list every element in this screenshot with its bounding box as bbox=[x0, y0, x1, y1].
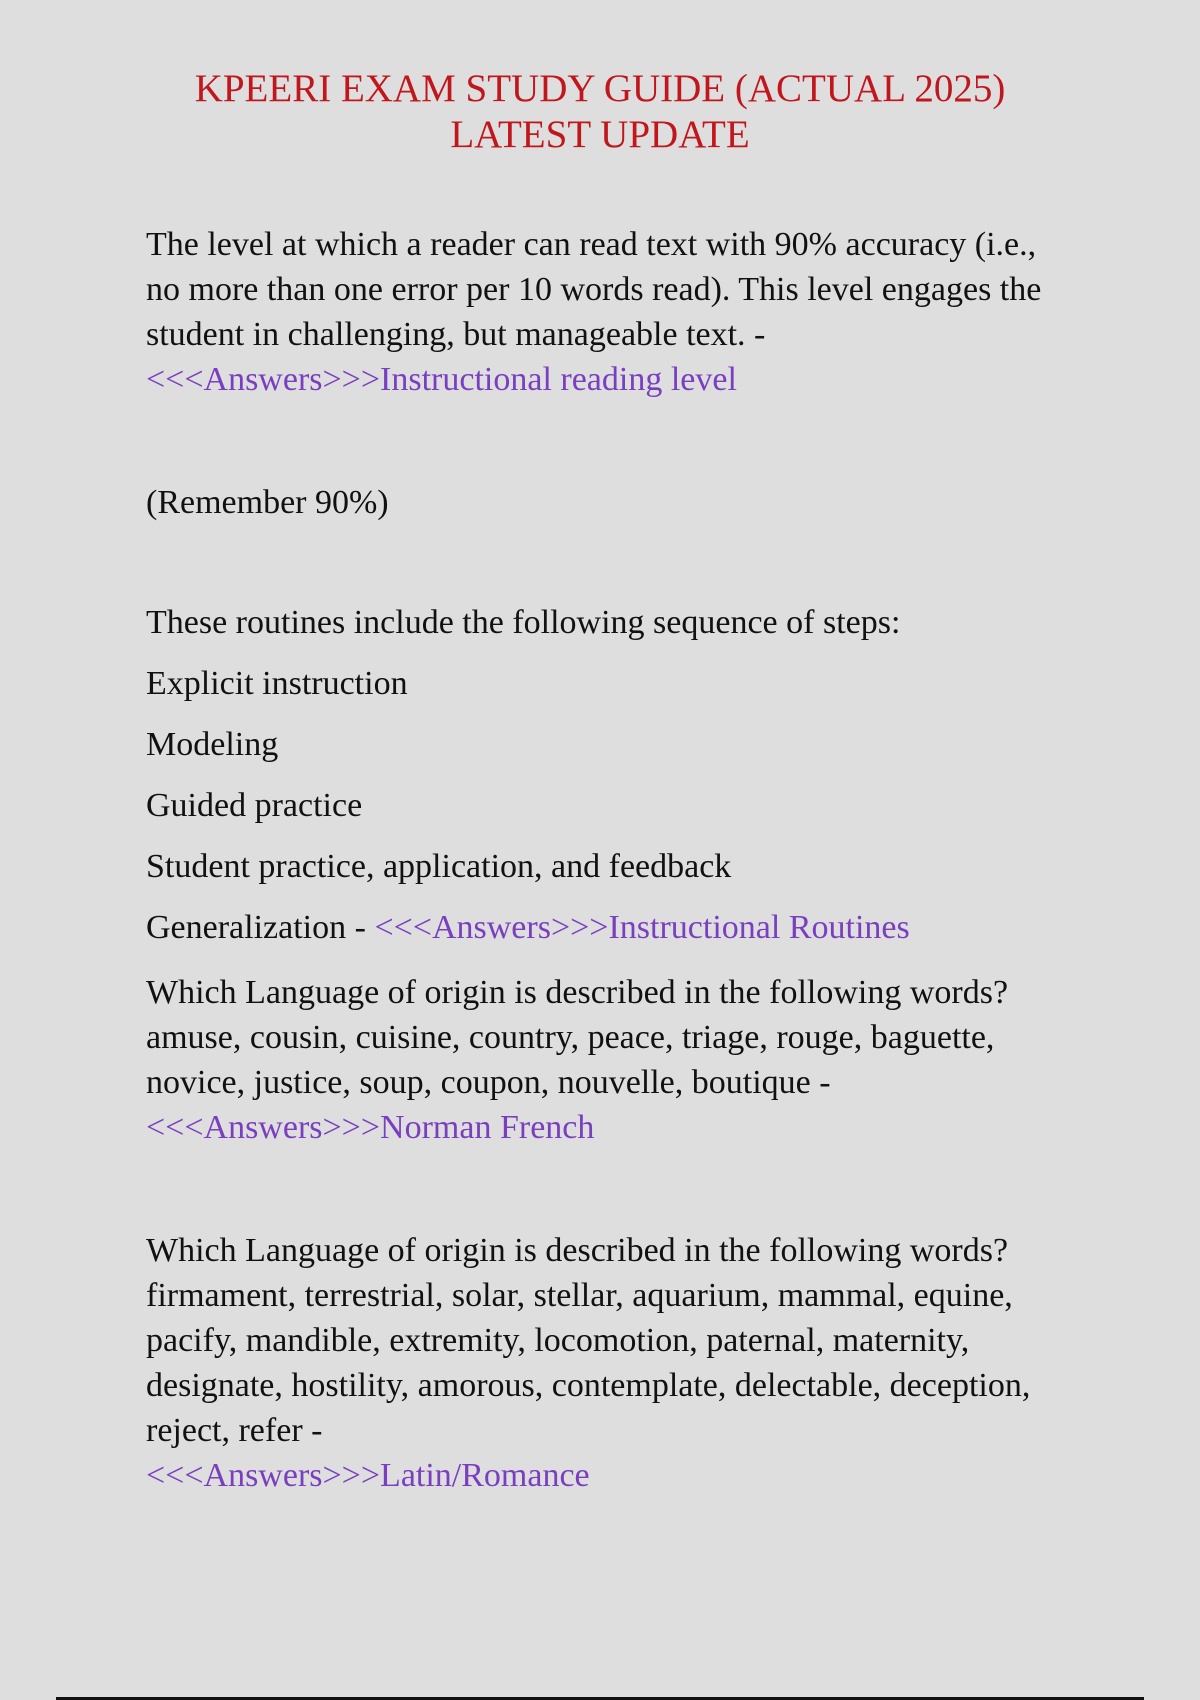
answer-prefix: <<<Answers>>> bbox=[146, 361, 381, 398]
question-block-1 bbox=[146, 222, 1066, 402]
question-text bbox=[146, 1228, 1066, 1498]
answer-prefix: <<<Answers>>> bbox=[146, 1109, 381, 1146]
answer-text: Norman French bbox=[380, 1109, 595, 1146]
remember-text: (Remember 90%) bbox=[146, 484, 389, 521]
remember-note bbox=[146, 480, 1066, 525]
step-item: Modeling bbox=[146, 726, 279, 763]
title-line-1: KPEERI EXAM STUDY GUIDE (ACTUAL 2025) bbox=[194, 67, 1006, 110]
question-prompt: Which Language of origin is described in the following words? firmament, terrestrial, solar, stellar, aquarium, mammal, equine, pacify, mandible, extremity, locomotion, paternal, maternity, designate, hostility, amorous, contemplate, delectable, deception, reject, refer - bbox=[146, 1232, 1031, 1449]
step-item: Student practice, application, and feedback bbox=[146, 848, 732, 885]
answer-text: Instructional Routines bbox=[608, 909, 910, 946]
step-item: Explicit instruction bbox=[146, 665, 408, 702]
question-text bbox=[146, 970, 1066, 1150]
last-step-text: Generalization - bbox=[146, 909, 366, 946]
question-block-2 bbox=[146, 600, 1066, 966]
answer-prefix: <<<Answers>>> bbox=[146, 1457, 381, 1494]
answer-text: Instructional reading level bbox=[380, 361, 737, 398]
question-block-3 bbox=[146, 970, 1066, 1150]
steps-intro: These routines include the following sequence of steps: bbox=[146, 604, 901, 641]
step-item: Guided practice bbox=[146, 787, 363, 824]
question-prompt: Which Language of origin is described in the following words? amuse, cousin, cuisine, country, peace, triage, rouge, baguette, novice, justice, soup, coupon, nouvelle, boutique - bbox=[146, 974, 1009, 1101]
question-text bbox=[146, 222, 1066, 402]
answer-text: Latin/Romance bbox=[380, 1457, 590, 1494]
answer-prefix: <<<Answers>>> bbox=[374, 909, 609, 946]
question-prompt: The level at which a reader can read text with 90% accuracy (i.e., no more than one error per 10 words read). This level engages the student in challenging, but manageable text. - bbox=[146, 226, 1042, 353]
question-block-4 bbox=[146, 1228, 1066, 1498]
page-title bbox=[100, 66, 1100, 158]
title-line-2: LATEST UPDATE bbox=[450, 113, 750, 156]
step-item-last bbox=[146, 905, 1066, 950]
